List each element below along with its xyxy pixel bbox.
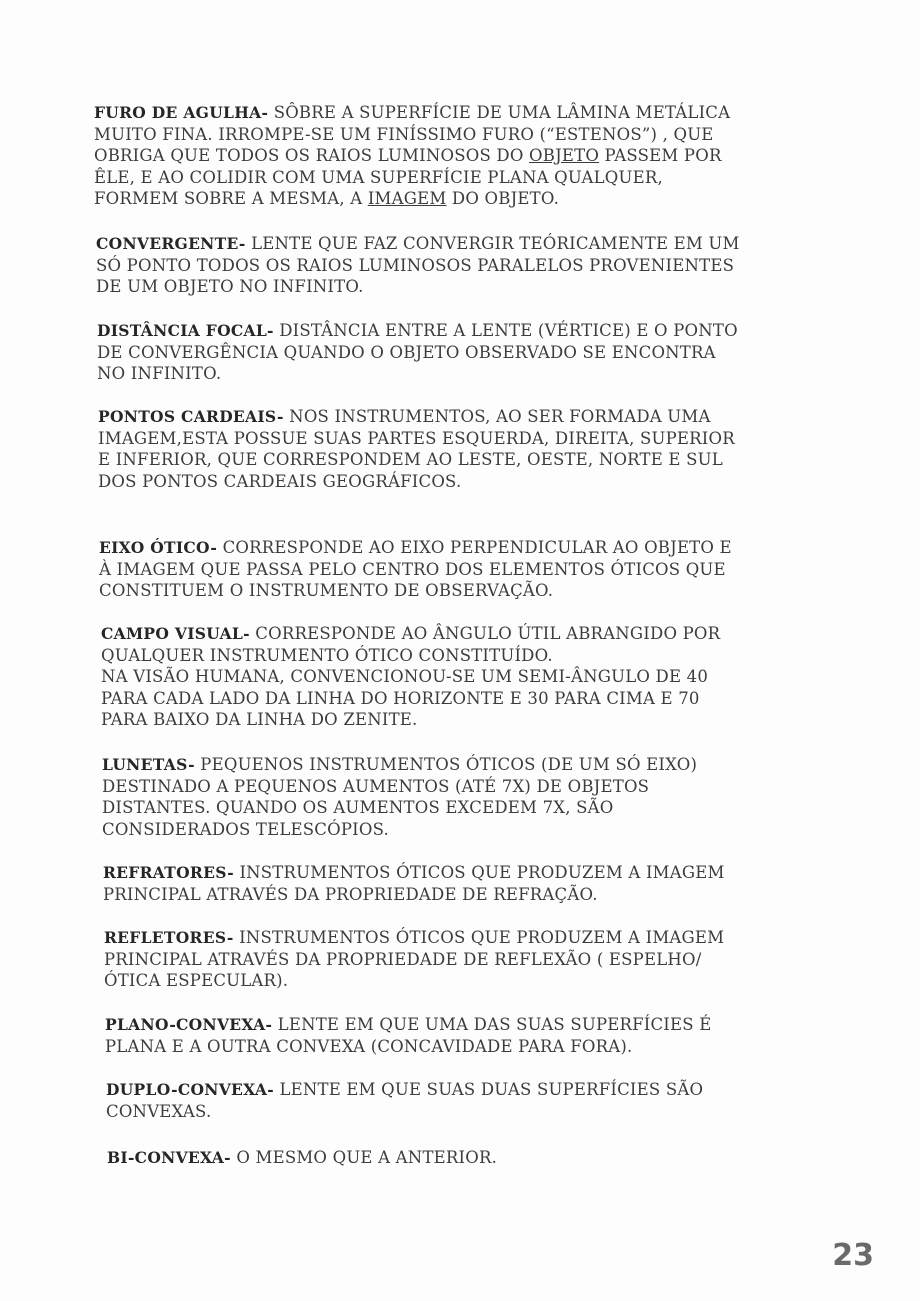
entry-line (107, 1147, 807, 1169)
underlined-word: IMAGEM (367, 189, 447, 209)
definition-line: DESTINADO A PEQUENOS AUMENTOS (ATÉ 7X) DE OBJETOS (102, 776, 650, 796)
page-number: 23 (832, 1238, 874, 1273)
definition-line: DE CONVERGÊNCIA QUANDO O OBJETO OBSERVADO SE ENCONTRA (97, 342, 716, 362)
glossary-term: PLANO-CONVEXA- (105, 1015, 273, 1034)
definition-text: NOS INSTRUMENTOS, AO SER FORMADA UMA (283, 407, 711, 426)
glossary-term: REFRATORES- (103, 863, 234, 882)
definition-text: LENTE QUE FAZ CONVERGIR TEÓRICAMENTE EM UM (245, 234, 740, 253)
definition-text: INSTRUMENTOS ÓTICOS QUE PRODUZEM A IMAGEM (234, 863, 725, 882)
definition-line: PARA BAIXO DA LINHA DO ZENITE. (101, 710, 418, 730)
definition-text: DO OBJETO. (446, 189, 560, 209)
definition-line: E INFERIOR, QUE CORRESPONDEM AO LESTE, OESTE, NORTE E SUL (98, 450, 723, 470)
glossary-entry-refletores (104, 927, 804, 992)
entry-line (104, 927, 804, 949)
glossary-term: LUNETAS- (102, 755, 195, 774)
definition-line: DOS PONTOS CARDEAIS GEOGRÁFICOS. (98, 471, 462, 491)
definition-text: INSTRUMENTOS ÓTICOS QUE PRODUZEM A IMAGEM (233, 928, 725, 947)
definition-line: NO INFINITO. (97, 364, 222, 384)
glossary-term: EIXO ÓTICO- (99, 538, 218, 557)
definition-line: CONSIDERADOS TELESCÓPIOS. (102, 819, 389, 839)
definition-text: LENTE EM QUE SUAS DUAS SUPERFÍCIES SÃO (274, 1080, 704, 1099)
entry-line (101, 623, 801, 645)
glossary-term: CONVERGENTE- (96, 234, 246, 253)
glossary-term: BI-CONVEXA- (107, 1148, 231, 1167)
definition-line: CONSTITUEM O INSTRUMENTO DE OBSERVAÇÃO. (99, 581, 554, 601)
glossary-entry-pontos-cardeais (98, 406, 798, 492)
glossary-entry-campo-visual (101, 623, 801, 731)
definition-line: ÊLE, E AO COLIDIR COM UMA SUPERFÍCIE PLANA QUALQUER, (94, 167, 663, 187)
entry-line (98, 406, 798, 428)
entry-line (97, 320, 797, 342)
glossary-term: PONTOS CARDEAIS- (98, 407, 284, 426)
definition-text: SÔBRE A SUPERFÍCIE DE UMA LÂMINA METÁLICA (268, 103, 731, 122)
glossary-entry-convergente (96, 233, 796, 298)
definition-line: DE UM OBJETO NO INFINITO. (96, 277, 364, 297)
definition-line: ÓTICA ESPECULAR). (104, 971, 289, 991)
glossary-entry-plano-convexa (105, 1014, 805, 1057)
definition-line: À IMAGEM QUE PASSA PELO CENTRO DOS ELEMENTOS ÓTICOS QUE (99, 559, 726, 579)
definition-line: SÓ PONTO TODOS OS RAIOS LUMINOSOS PARALELOS PROVENIENTES (96, 255, 735, 275)
entry-line (105, 1014, 805, 1036)
glossary-entry-refratores (103, 862, 803, 905)
definition-line: IMAGEM,ESTA POSSUE SUAS PARTES ESQUERDA, DIREITA, SUPERIOR (98, 428, 735, 448)
glossary-entry-eixo-otico (99, 537, 799, 602)
glossary-term: FURO DE AGULHA- (94, 103, 269, 122)
entry-line (102, 754, 802, 776)
definition-text: O MESMO QUE A ANTERIOR. (230, 1148, 498, 1167)
glossary-term: CAMPO VISUAL- (101, 624, 250, 643)
glossary-term: DUPLO-CONVEXA- (106, 1080, 274, 1099)
definition-text: PEQUENOS INSTRUMENTOS ÓTICOS (DE UM SÓ EIXO) (194, 755, 698, 774)
glossary-entry-duplo-convexa (106, 1079, 806, 1122)
definition-text: LENTE EM QUE UMA DAS SUAS SUPERFÍCIES É (272, 1015, 712, 1034)
glossary-entry-bi-convexa (107, 1147, 807, 1169)
definition-text: FORMEM SOBRE A MESMA, A (94, 189, 368, 209)
definition-text: DISTÂNCIA ENTRE A LENTE (VÉRTICE) E O PONTO (273, 321, 738, 340)
glossary-entry-furo-de-agulha (94, 102, 794, 210)
definition-text: CORRESPONDE AO EIXO PERPENDICULAR AO OBJETO E (217, 538, 732, 557)
glossary-entry-distancia-focal (97, 320, 797, 385)
entry-line (94, 102, 794, 124)
definition-text: CORRESPONDE AO ÂNGULO ÚTIL ABRANGIDO POR (249, 624, 721, 643)
definition-text: OBRIGA QUE TODOS OS RAIOS LUMINOSOS DO (94, 146, 530, 166)
entry-line (94, 188, 794, 210)
entry-line (99, 537, 799, 559)
glossary-term: DISTÂNCIA FOCAL- (97, 321, 274, 340)
glossary-entry-lunetas (102, 754, 802, 840)
underlined-word: OBJETO (529, 146, 600, 166)
entry-line (96, 233, 796, 255)
definition-line: QUALQUER INSTRUMENTO ÓTICO CONSTITUÍDO. (101, 645, 553, 665)
definition-line: DISTANTES. QUANDO OS AUMENTOS EXCEDEM 7X, SÃO (102, 798, 614, 818)
entry-line (106, 1079, 806, 1101)
entry-line (94, 145, 794, 167)
definition-line: PRINCIPAL ATRAVÉS DA PROPRIEDADE DE REFLEXÃO ( ESPELHO/ (104, 949, 702, 969)
entry-line (103, 862, 803, 884)
definition-line: CONVEXAS. (106, 1101, 212, 1121)
definition-line: PRINCIPAL ATRAVÉS DA PROPRIEDADE DE REFRAÇÃO. (103, 884, 598, 904)
definition-line: NA VISÃO HUMANA, CONVENCIONOU-SE UM SEMI-ÂNGULO DE 40 (101, 667, 709, 687)
glossary-term: REFLETORES- (104, 928, 234, 947)
definition-line: MUITO FINA. IRROMPE-SE UM FINÍSSIMO FURO (“ESTENOS”) , QUE (94, 124, 714, 144)
definition-line: PLANA E A OUTRA CONVEXA (CONCAVIDADE PARA FORA). (105, 1036, 633, 1056)
definition-line: PARA CADA LADO DA LINHA DO HORIZONTE E 30 PARA CIMA E 70 (101, 688, 700, 708)
definition-text: PASSEM POR (599, 146, 722, 166)
